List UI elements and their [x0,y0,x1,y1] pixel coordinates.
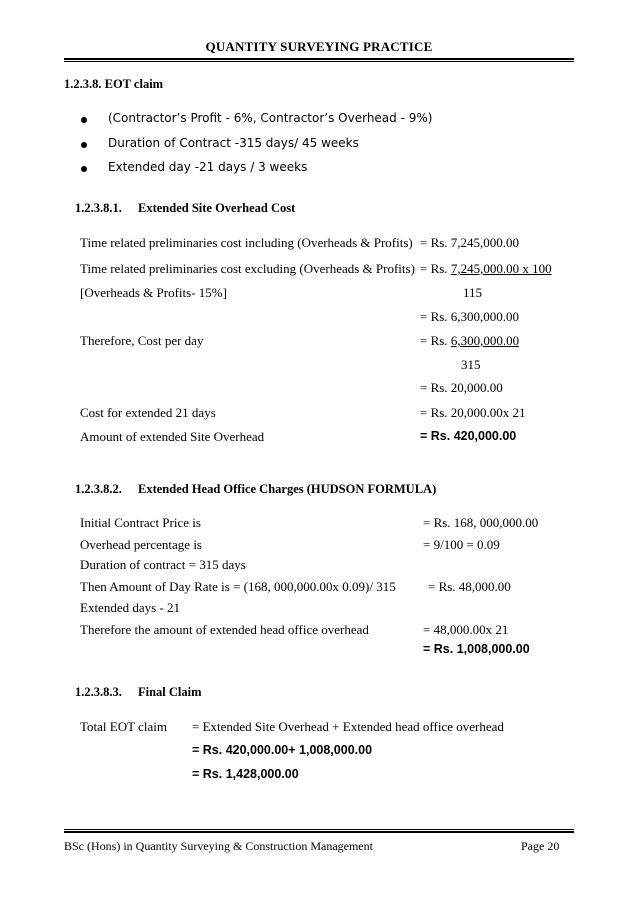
bullet-icon [81,166,87,172]
calc-total: = Rs. 420,000.00 [420,429,517,443]
subsection-number: 1.2.3.8.3. [75,685,122,699]
footer-rule-thin [64,829,574,830]
calc-value [420,333,519,349]
calc-prefix: = Rs. [420,261,451,276]
calc-label: Then Amount of Day Rate is = (168, 000,000.00x 0.09)/ 315 [80,579,396,594]
calc-value: = 9/100 = 0.09 [423,537,500,552]
calc-value: = Rs. 20,000.00x 21 [420,405,526,420]
calc-label: Cost for extended 21 days [80,405,216,420]
calc-value: = Rs. 7,245,000.00 [420,235,520,250]
bullet-text: Extended day -21 days / 3 weeks [108,160,308,174]
calc-numerator: 7,245,000.00 x 100 [450,261,552,276]
calc-label: Total EOT claim [80,719,167,734]
bullet-text: Duration of Contract -315 days/ 45 weeks [108,136,359,150]
bullet-icon [81,142,87,148]
calc-value: = 48,000.00x 21 [423,622,509,637]
calc-value: = Extended Site Overhead + Extended head office overhead [192,719,504,734]
header-rule-thin [64,61,574,62]
calc-label: Extended days - 21 [80,600,181,615]
subsection-title: Extended Site Overhead Cost [138,201,296,215]
calc-total: = Rs. 1,428,000.00 [192,767,299,781]
calc-label: [Overheads & Profits- 15%] [80,285,227,300]
subsection-number: 1.2.3.8.1. [75,201,122,215]
calc-label: Duration of contract = 315 days [80,557,246,572]
calc-label: Amount of extended Site Overhead [80,429,265,444]
calc-label: Overhead percentage is [80,537,202,552]
calc-denominator: 115 [463,285,483,300]
subsection-title: Extended Head Office Charges (HUDSON FORMULA) [138,482,437,496]
page-header-title: QUANTITY SURVEYING PRACTICE [205,39,433,54]
calc-denominator: 315 [461,357,481,372]
bullet-icon [81,117,87,123]
calc-label: Therefore, Cost per day [80,333,204,348]
page-number: Page 20 [521,839,560,853]
calc-value: = Rs. 20,000.00 [420,380,503,395]
calc-label: Therefore the amount of extended head office overhead [80,622,369,637]
calc-numerator: 6,300,000.00 [450,333,520,348]
subsection-title: Final Claim [138,685,202,699]
calc-label: Time related preliminaries cost excluding (Overheads & Profits) [80,261,415,276]
subsection-number: 1.2.3.8.2. [75,482,122,496]
calc-value: = Rs. 48,000.00 [428,579,511,594]
bullet-text: (Contractor’s Profit - 6%, Contractor’s Overhead - 9%) [108,111,433,125]
header-rule-thick [64,58,574,60]
calc-value [420,261,552,277]
section-heading: 1.2.3.8. EOT claim [64,77,164,91]
calc-total: = Rs. 1,008,000.00 [423,642,530,656]
calc-label: Time related preliminaries cost including (Overheads & Profits) [80,235,413,250]
footer-rule-thick [64,831,574,833]
footer-text: BSc (Hons) in Quantity Surveying & Construction Management [64,839,373,853]
calc-value: = Rs. 168, 000,000.00 [423,515,539,530]
calc-total: = Rs. 420,000.00+ 1,008,000.00 [192,743,373,757]
calc-value: = Rs. 6,300,000.00 [420,309,520,324]
calc-prefix: = Rs. [420,333,451,348]
calc-label: Initial Contract Price is [80,515,201,530]
